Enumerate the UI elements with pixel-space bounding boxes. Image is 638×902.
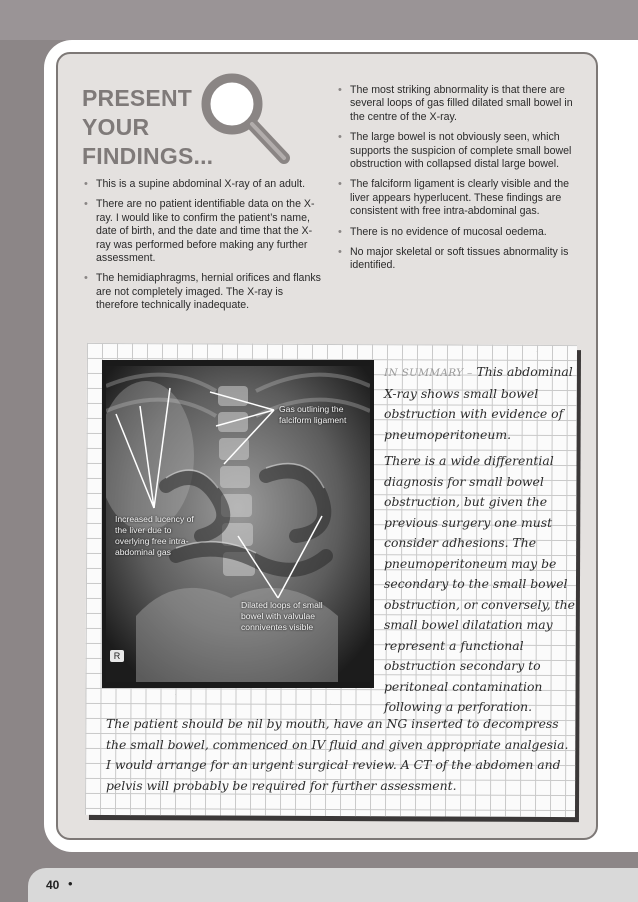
section-heading xyxy=(82,84,212,171)
finding-item: • The large bowel is not obviously seen, which supports the suspicion of complete small bowel obstruction with collapsed distal large bowel. xyxy=(336,131,580,171)
finding-item: • There are no patient identifiable data on the X-ray. I would like to confirm the patient’s name, date of birth, and the date and time that the X-ray was performed before making any further assessment. xyxy=(82,198,322,265)
finding-item: • No major skeletal or soft tissues abnormality is identified. xyxy=(336,246,580,273)
xray-label-falciform: Gas outlining the falciform ligament xyxy=(279,404,347,425)
side-marker: R xyxy=(110,650,124,662)
magnifying-glass-icon xyxy=(194,70,294,168)
findings-list-left xyxy=(82,178,322,320)
footer-bar xyxy=(28,868,638,902)
summary-block xyxy=(384,362,578,724)
finding-item: • This is a supine abdominal X-ray of an adult. xyxy=(82,178,322,191)
heading-line-3: FINDINGS... xyxy=(82,143,214,169)
page-number: 40 xyxy=(46,878,60,892)
finding-item: • The falciform ligament is clearly visible and the liver appears hyperlucent. These findings are consistent with free intra-abdominal gas. xyxy=(336,178,580,218)
finding-item: • The hemidiaphragms, hernial orifices and flanks are not completely imaged. The X-ray is therefore technically inadequate. xyxy=(82,272,322,312)
xray-label-liver: Increased lucency of the liver due to overlying free intra-abdominal gas xyxy=(115,514,194,557)
heading-line-1: PRESENT xyxy=(82,85,193,111)
findings-list-right xyxy=(336,84,580,280)
summary-label: IN SUMMARY – xyxy=(384,367,473,379)
top-band xyxy=(0,0,638,40)
summary-lead: This abdominal X-ray shows small bowel obstruction with evidence of pneumoperitoneum. xyxy=(384,364,573,442)
summary-paragraph-3: The patient should be nil by mouth, have an NG inserted to decompress the small bowel, commenced on IV fluid and given appropriate analgesia. I would arrange for an urgent surgical review. A CT of the abdomen and pelvis will probably be required for further assessment. xyxy=(106,716,569,793)
page-separator: • xyxy=(68,876,73,891)
heading-line-2: YOUR xyxy=(82,114,150,140)
finding-item: • There is no evidence of mucosal oedema. xyxy=(336,226,580,239)
xray-label-bowel: Dilated loops of small bowel with valvulae conniventes visible xyxy=(241,600,323,632)
summary-paragraph-2: There is a wide differential diagnosis for small bowel obstruction, but given the previous surgery one must consider adhesions. The pneumoperitoneum may be secondary to the small bowel obstruction, or conversely, the small bowel dilatation may represent a functional obstruction secondary to peritoneal contamination following a perforation. xyxy=(384,453,575,714)
summary-paragraph-1 xyxy=(384,362,578,445)
finding-item: • The most striking abnormality is that there are several loops of gas filled dilated small bowel in the centre of the X-ray. xyxy=(336,84,580,124)
